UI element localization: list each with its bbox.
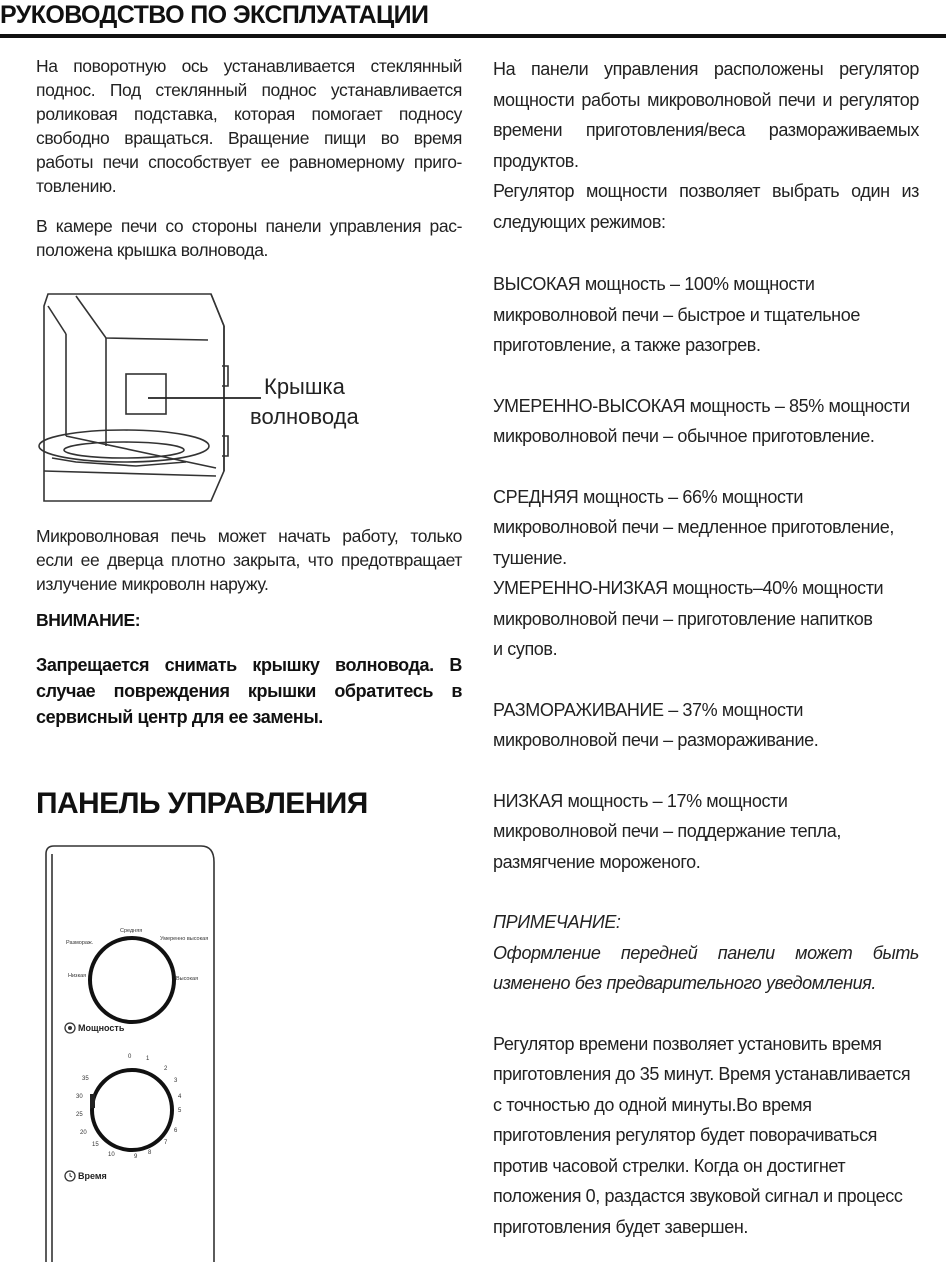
timer-text-line: положения 0, раздастся звуковой сигнал и процесс bbox=[493, 1186, 903, 1206]
left-column bbox=[36, 54, 462, 262]
mode-line: микроволновой печи – размораживание. bbox=[493, 730, 819, 750]
mode-line: НИЗКАЯ мощность – 17% мощности bbox=[493, 790, 788, 811]
mode-defrost bbox=[493, 695, 919, 756]
mode-line: РАЗМОРАЖИВАНИЕ – 37% мощности bbox=[493, 699, 804, 720]
timer-knob bbox=[92, 1070, 172, 1150]
mode-line: УМЕРЕННО-НИЗКАЯ мощность–40% мощности bbox=[493, 578, 884, 598]
power-mark-high: Высокая bbox=[176, 976, 199, 982]
mode-line: УМЕРЕННО-ВЫСОКАЯ мощность – 85% мощности bbox=[493, 395, 910, 416]
right-column bbox=[493, 54, 919, 1242]
power-modes-intro: Регулятор мощности позволяет выбрать один из следующих режимов: bbox=[493, 181, 919, 232]
mode-line: микроволновой печи – приготовление напитков bbox=[493, 608, 873, 629]
power-knob bbox=[90, 938, 174, 1022]
door-closed-paragraph: Микроволновая печь может начать работу, только если ее дверца плотно закрыта, что предотвращает излучение микроволн наружу. bbox=[36, 526, 462, 594]
timer-text-line: приготовления будет завершен. bbox=[493, 1216, 748, 1237]
timer-mark: 25 bbox=[76, 1112, 83, 1118]
mode-line: тушение. bbox=[493, 547, 567, 568]
timer-mark: 30 bbox=[76, 1094, 83, 1100]
control-panel-drawing bbox=[36, 840, 226, 1262]
timer-mark: 1 bbox=[146, 1056, 150, 1062]
waveguide-cover-figure bbox=[36, 286, 466, 516]
timer-mark: 8 bbox=[148, 1150, 152, 1156]
timer-mark: 5 bbox=[178, 1108, 182, 1114]
oven-cavity-drawing bbox=[36, 286, 466, 516]
controls-intro-paragraph: На панели управления расположены регулятор мощности работы микроволновой печи и регулятор времени приготовления/веса размораживаемых продуктов. bbox=[493, 59, 919, 171]
mode-line: микроволновой печи – медленное приготовление, bbox=[493, 517, 895, 537]
timer-description bbox=[493, 1029, 919, 1243]
control-panel-figure bbox=[36, 840, 226, 1262]
mode-line: микроволновой печи – обычное приготовление. bbox=[493, 426, 875, 446]
timer-knob-pointer bbox=[90, 1094, 95, 1108]
mode-line: микроволновой печи – быстрое и тщательное bbox=[493, 304, 860, 325]
timer-text-line: приготовления регулятор будет поворачиваться bbox=[493, 1125, 877, 1145]
page-header-title: РУКОВОДСТВО ПО ЭКСПЛУАТАЦИИ bbox=[0, 1, 429, 29]
waveguide-label-line1: Крышка bbox=[264, 374, 345, 399]
timer-mark: 35 bbox=[82, 1076, 89, 1082]
timer-mark: 10 bbox=[108, 1152, 115, 1158]
power-mark-medium: Средняя bbox=[120, 928, 143, 934]
timer-mark: 15 bbox=[92, 1142, 99, 1148]
mode-line: и супов. bbox=[493, 639, 558, 659]
mode-medium-high bbox=[493, 391, 919, 452]
mode-line: приготовление, а также разогрев. bbox=[493, 335, 761, 355]
timer-mark: 9 bbox=[134, 1154, 138, 1160]
timer-mark: 4 bbox=[178, 1094, 182, 1100]
mode-line: микроволновой печи – поддержание тепла, bbox=[493, 821, 841, 841]
left-column-lower bbox=[36, 524, 462, 730]
mode-line: размягчение мороженого. bbox=[493, 851, 701, 872]
power-mark-defrost: Размораж. bbox=[66, 940, 94, 946]
timer-text-line: Регулятор времени позволяет установить время bbox=[493, 1033, 882, 1054]
timer-mark: 6 bbox=[174, 1128, 178, 1134]
mode-low bbox=[493, 786, 919, 878]
turntable-paragraph: На поворотную ось устанавливается стеклянный поднос. Под стеклянный поднос устанавливается роликовая подставка, которая помогает подносу свободно вращаться. Вращение пищи во время работы печи способствует ее равномерному приго-товлению. bbox=[36, 56, 462, 196]
note-text: Оформление передней панели может быть изменено без предварительного уведомления. bbox=[493, 942, 919, 993]
power-mark-medium-high: Умеренно высокая bbox=[160, 936, 209, 942]
mode-line: СРЕДНЯЯ мощность – 66% мощности bbox=[493, 486, 804, 507]
timer-mark: 3 bbox=[174, 1078, 178, 1084]
timer-knob-label: Время bbox=[78, 1171, 107, 1181]
mode-high bbox=[493, 269, 919, 361]
header-divider bbox=[0, 34, 946, 38]
timer-text-line: против часовой стрелки. Когда он достигнет bbox=[493, 1155, 846, 1176]
warning-text: Запрещается снимать крышку волновода. В случае повреждения крышки обратитесь в сервисный центр для ее замены. bbox=[36, 655, 462, 727]
timer-mark: 0 bbox=[128, 1054, 132, 1060]
mode-medium-low bbox=[493, 573, 919, 665]
note-title: ПРИМЕЧАНИЕ: bbox=[493, 912, 621, 932]
waveguide-intro-paragraph: В камере печи со стороны панели управления рас-положена крышка волновода. bbox=[36, 216, 462, 260]
timer-mark: 2 bbox=[164, 1066, 168, 1072]
timer-text-line: с точностью до одной минуты.Во время bbox=[493, 1094, 812, 1115]
control-panel-section-title: ПАНЕЛЬ УПРАВЛЕНИЯ bbox=[36, 787, 368, 820]
power-mark-low: Низкая bbox=[68, 973, 87, 979]
warning-title: ВНИМАНИЕ: bbox=[36, 610, 141, 630]
mode-medium bbox=[493, 482, 919, 574]
timer-mark: 7 bbox=[164, 1140, 168, 1146]
power-knob-label: Мощность bbox=[78, 1023, 125, 1033]
timer-mark: 20 bbox=[80, 1130, 87, 1136]
timer-text-line: приготовления до 35 минут. Время устанавливается bbox=[493, 1064, 911, 1084]
note-block bbox=[493, 907, 919, 999]
mode-line: ВЫСОКАЯ мощность – 100% мощности bbox=[493, 274, 815, 294]
waveguide-label-line2: волновода bbox=[250, 404, 359, 429]
